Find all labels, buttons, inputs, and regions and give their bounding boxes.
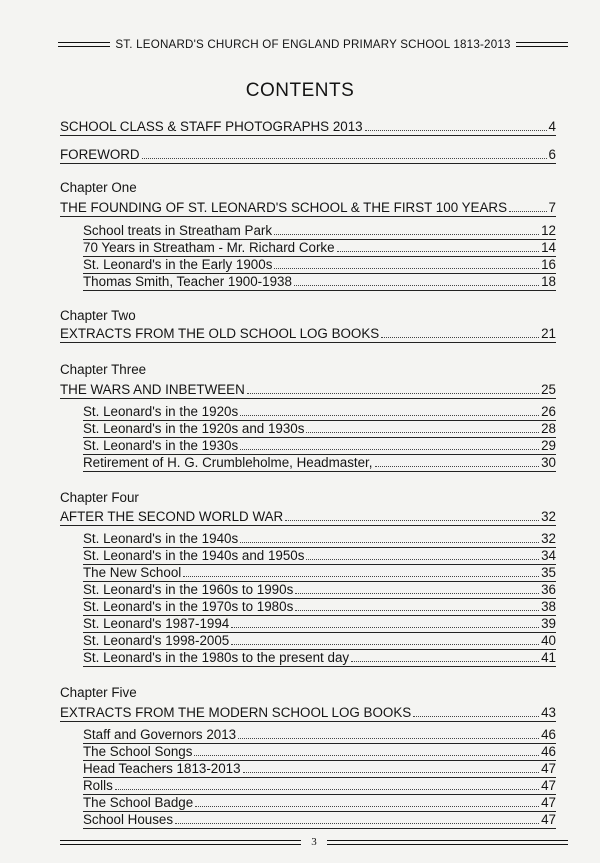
contents-heading: CONTENTS — [245, 80, 355, 101]
toc-sub-entry — [83, 222, 556, 240]
footer-rule-left — [60, 840, 301, 845]
toc-sub-entry — [83, 760, 556, 778]
running-footer — [60, 836, 568, 848]
dot-leader — [381, 337, 539, 338]
running-header — [58, 38, 568, 51]
chapter-label: Chapter Five — [60, 685, 137, 700]
toc-entry-text: The School Badge — [83, 795, 194, 810]
dot-leader — [240, 415, 539, 416]
toc-chapter-title — [60, 381, 556, 399]
toc-page-number: 21 — [541, 326, 556, 341]
toc-entry-text: Staff and Governors 2013 — [83, 727, 237, 742]
toc-entry-text: St. Leonard's in the Early 1900s — [83, 257, 273, 272]
dot-leader — [243, 772, 540, 773]
dot-leader — [413, 716, 539, 717]
toc-entry-text: 70 Years in Streatham - Mr. Richard Corke — [83, 240, 335, 255]
toc-page-number: 38 — [541, 599, 556, 614]
toc-entry-text: St. Leonard's in the 1920s — [83, 404, 239, 419]
toc-page-number: 47 — [541, 812, 556, 827]
toc-entry-text: School treats in Streatham Park — [83, 223, 273, 238]
toc-entry-text: St. Leonard's in the 1930s — [83, 438, 239, 453]
chapter-label: Chapter Four — [60, 490, 139, 505]
dot-leader — [274, 268, 539, 269]
toc-page-number: 35 — [541, 565, 556, 580]
toc-sub-entry — [83, 726, 556, 744]
toc-sub-entry — [83, 256, 556, 274]
dot-leader — [175, 823, 539, 824]
toc-entry-foreword — [60, 146, 556, 164]
toc-entry-text: FOREWORD — [60, 147, 140, 162]
dot-leader — [306, 432, 539, 433]
toc-entry-text: Head Teachers 1813-2013 — [83, 761, 241, 776]
toc-entry-text: St. Leonard's in the 1920s and 1930s — [83, 421, 305, 436]
toc-entry-text: THE WARS AND INBETWEEN — [60, 382, 245, 397]
toc-page-number: 46 — [541, 727, 556, 742]
toc-page-number: 18 — [541, 274, 556, 289]
toc-page-number: 25 — [541, 382, 556, 397]
dot-leader — [231, 627, 539, 628]
toc-page-number: 30 — [541, 455, 556, 470]
toc-page-number: 39 — [541, 616, 556, 631]
dot-leader — [194, 755, 539, 756]
toc-sub-entry — [83, 777, 556, 795]
footer-rule-right — [327, 840, 568, 845]
toc-entry-text: School Houses — [83, 812, 174, 827]
toc-chapter-title — [60, 199, 556, 217]
toc-page-number: 7 — [548, 200, 556, 215]
toc-sub-entry — [83, 564, 556, 582]
toc-page-number: 34 — [541, 548, 556, 563]
toc-sub-entry — [83, 273, 556, 291]
dot-leader — [247, 393, 539, 394]
toc-chapter-title — [60, 704, 556, 722]
toc-entry-text: Rolls — [83, 778, 113, 793]
chapter-label: Chapter Two — [60, 308, 136, 323]
dot-leader — [231, 644, 539, 645]
toc-sub-entry — [83, 794, 556, 812]
toc-sub-entry — [83, 437, 556, 455]
dot-leader — [240, 449, 539, 450]
toc-sub-entry — [83, 649, 556, 667]
toc-sub-entry — [83, 743, 556, 761]
toc-sub-entry — [83, 420, 556, 438]
header-title: ST. LEONARD'S CHURCH OF ENGLAND PRIMARY SCHOOL 1813-2013 — [115, 38, 511, 51]
toc-entry-text: St. Leonard's 1998-2005 — [83, 633, 230, 648]
toc-sub-entry — [83, 403, 556, 421]
toc-page-number: 26 — [541, 404, 556, 419]
toc-entry-text: THE FOUNDING OF ST. LEONARD'S SCHOOL & THE FIRST 100 YEARS — [60, 200, 508, 215]
dot-leader — [294, 285, 539, 286]
dot-leader — [274, 234, 539, 235]
dot-leader — [238, 738, 539, 739]
toc-entry-text: EXTRACTS FROM THE OLD SCHOOL LOG BOOKS — [60, 326, 380, 341]
toc-page-number: 6 — [548, 147, 556, 162]
toc-sub-entry — [83, 530, 556, 548]
dot-leader — [195, 806, 539, 807]
toc-sub-entry — [83, 632, 556, 650]
toc-entry-photographs — [60, 118, 556, 136]
dot-leader — [337, 251, 540, 252]
toc-entry-text: The School Songs — [83, 744, 193, 759]
toc-entry-text: EXTRACTS FROM THE MODERN SCHOOL LOG BOOKS — [60, 705, 412, 720]
toc-sub-entry — [83, 581, 556, 599]
chapter-label: Chapter One — [60, 180, 137, 195]
toc-sub-entry — [83, 547, 556, 565]
toc-entry-text: St. Leonard's in the 1970s to 1980s — [83, 599, 294, 614]
toc-page-number: 41 — [541, 650, 556, 665]
dot-leader — [306, 559, 539, 560]
toc-page-number: 16 — [541, 257, 556, 272]
toc-chapter-title — [60, 508, 556, 526]
toc-page-number: 12 — [541, 223, 556, 238]
toc-page-number: 29 — [541, 438, 556, 453]
toc-entry-text: The New School — [83, 565, 182, 580]
chapter-label: Chapter Three — [60, 362, 147, 377]
dot-leader — [240, 542, 539, 543]
toc-entry-text: SCHOOL CLASS & STAFF PHOTOGRAPHS 2013 — [60, 119, 363, 134]
toc-page-number: 14 — [541, 240, 556, 255]
toc-sub-entry — [83, 454, 556, 472]
toc-page-number: 47 — [541, 778, 556, 793]
toc-entry-text: St. Leonard's in the 1980s to the present day — [83, 650, 350, 665]
dot-leader — [142, 158, 547, 159]
toc-entry-text: St. Leonard's in the 1960s to 1990s — [83, 582, 294, 597]
toc-sub-entry — [83, 811, 556, 829]
toc-sub-entry — [83, 239, 556, 257]
toc-page-number: 4 — [548, 119, 556, 134]
toc-sub-entry — [83, 615, 556, 633]
toc-entry-text: St. Leonard's in the 1940s and 1950s — [83, 548, 305, 563]
header-rule-left — [58, 42, 110, 47]
toc-page-number: 43 — [541, 705, 556, 720]
page-number: 3 — [311, 836, 317, 848]
toc-entry-text: Retirement of H. G. Crumbleholme, Headmaster, — [83, 455, 373, 470]
toc-page-number: 47 — [541, 795, 556, 810]
dot-leader — [375, 466, 540, 467]
toc-page-number: 36 — [541, 582, 556, 597]
dot-leader — [365, 130, 547, 131]
toc-page-number: 46 — [541, 744, 556, 759]
dot-leader — [509, 211, 547, 212]
toc-page-number: 28 — [541, 421, 556, 436]
toc-sub-entry — [83, 598, 556, 616]
toc-entry-text: Thomas Smith, Teacher 1900-1938 — [83, 274, 292, 289]
toc-page-number: 47 — [541, 761, 556, 776]
dot-leader — [295, 593, 539, 594]
toc-page-number: 32 — [541, 531, 556, 546]
toc-entry-text: AFTER THE SECOND WORLD WAR — [60, 509, 284, 524]
toc-entry-text: St. Leonard's in the 1940s — [83, 531, 239, 546]
header-rule-right — [516, 42, 568, 47]
dot-leader — [183, 576, 539, 577]
dot-leader — [285, 520, 539, 521]
dot-leader — [351, 661, 539, 662]
dot-leader — [295, 610, 539, 611]
dot-leader — [115, 789, 539, 790]
toc-page-number: 32 — [541, 509, 556, 524]
toc-chapter-title — [60, 325, 556, 343]
toc-entry-text: St. Leonard's 1987-1994 — [83, 616, 230, 631]
toc-page-number: 40 — [541, 633, 556, 648]
